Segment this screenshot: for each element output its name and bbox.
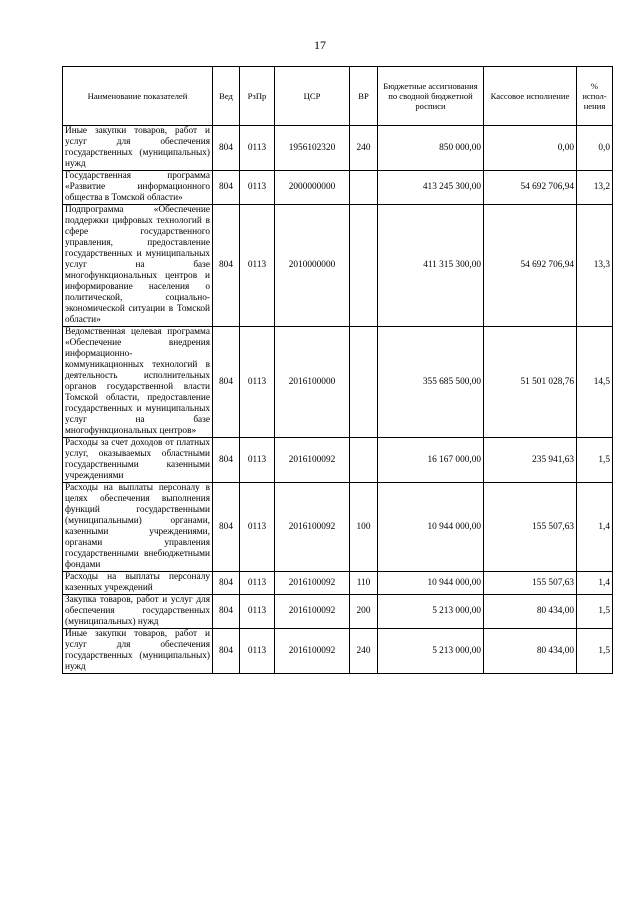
row-percent: 1,5 [577,629,613,674]
row-vr: 100 [350,483,378,572]
row-ved: 804 [213,572,240,595]
row-ved: 804 [213,205,240,327]
row-csr: 2016100000 [275,327,350,438]
row-budget: 413 245 300,00 [378,171,484,205]
table-row [63,205,613,327]
row-name: Расходы на выплаты персоналу в целях обеспечения выполнения функций государственными (муниципальными) органами, казенными учреждениями, органами управления государственными внебюджетными фондами [63,483,213,572]
page-number: 17 [314,38,326,52]
table-row [63,327,613,438]
row-rzpr: 0113 [240,126,275,171]
row-budget: 10 944 000,00 [378,572,484,595]
row-cash: 0,00 [484,126,577,171]
row-vr: 240 [350,629,378,674]
row-percent: 0,0 [577,126,613,171]
row-csr: 2016100092 [275,629,350,674]
row-cash: 155 507,63 [484,483,577,572]
row-name: Расходы за счет доходов от платных услуг, оказываемых областными государственными казенными учреждениями [63,438,213,483]
row-vr [350,438,378,483]
row-name: Подпрограмма «Обеспечение поддержки цифровых технологий в сфере государственного управления, предоставление государственных и муниципальных услуг на базе многофункциональных центров и информирование населения о политической, социально-экономической ситуации в Томской области» [63,205,213,327]
row-csr: 2010000000 [275,205,350,327]
row-ved: 804 [213,327,240,438]
header-name: Наименование показателей [63,67,213,126]
header-rzpr: РзПр [240,67,275,126]
row-vr: 200 [350,595,378,629]
row-budget: 5 213 000,00 [378,629,484,674]
row-ved: 804 [213,595,240,629]
row-rzpr: 0113 [240,629,275,674]
row-rzpr: 0113 [240,595,275,629]
row-name: Иные закупки товаров, работ и услуг для обеспечения государственных (муниципальных) нужд [63,126,213,171]
row-percent: 1,5 [577,438,613,483]
row-rzpr: 0113 [240,483,275,572]
table-row [63,572,613,595]
row-budget: 16 167 000,00 [378,438,484,483]
row-percent: 1,5 [577,595,613,629]
table-row [63,126,613,171]
row-cash: 54 692 706,94 [484,205,577,327]
row-csr: 2016100092 [275,595,350,629]
row-vr [350,171,378,205]
row-csr: 2016100092 [275,438,350,483]
row-cash: 155 507,63 [484,572,577,595]
header-percent: % испол-нения [577,67,613,126]
row-ved: 804 [213,438,240,483]
row-vr: 240 [350,126,378,171]
header-vr: ВР [350,67,378,126]
row-csr: 2016100092 [275,572,350,595]
row-cash: 80 434,00 [484,595,577,629]
row-ved: 804 [213,483,240,572]
row-budget: 10 944 000,00 [378,483,484,572]
table-row [63,483,613,572]
row-percent: 13,2 [577,171,613,205]
row-cash: 54 692 706,94 [484,171,577,205]
row-ved: 804 [213,126,240,171]
row-vr: 110 [350,572,378,595]
row-rzpr: 0113 [240,438,275,483]
row-rzpr: 0113 [240,572,275,595]
header-cash: Кассовое исполнение [484,67,577,126]
row-name: Иные закупки товаров, работ и услуг для обеспечения государственных (муниципальных) нужд [63,629,213,674]
row-cash: 235 941,63 [484,438,577,483]
row-csr: 1956102320 [275,126,350,171]
table-row [63,171,613,205]
row-rzpr: 0113 [240,205,275,327]
row-rzpr: 0113 [240,171,275,205]
row-percent: 13,3 [577,205,613,327]
table-row [63,595,613,629]
row-vr [350,327,378,438]
row-rzpr: 0113 [240,327,275,438]
table-row [63,629,613,674]
header-ved: Вед [213,67,240,126]
row-budget: 411 315 300,00 [378,205,484,327]
row-percent: 14,5 [577,327,613,438]
row-vr [350,205,378,327]
row-name: Расходы на выплаты персоналу казенных учреждений [63,572,213,595]
row-ved: 804 [213,629,240,674]
row-cash: 80 434,00 [484,629,577,674]
row-percent: 1,4 [577,572,613,595]
row-csr: 2016100092 [275,483,350,572]
header-budget: Бюджетные ассигнования по сводной бюджетной росписи [378,67,484,126]
row-budget: 5 213 000,00 [378,595,484,629]
table-header-row [63,67,613,126]
row-budget: 850 000,00 [378,126,484,171]
row-budget: 355 685 500,00 [378,327,484,438]
row-name: Закупка товаров, работ и услуг для обеспечения государственных (муниципальных) нужд [63,595,213,629]
row-name: Государственная программа «Развитие информационного общества в Томской области» [63,171,213,205]
row-csr: 2000000000 [275,171,350,205]
header-csr: ЦСР [275,67,350,126]
row-name: Ведомственная целевая программа «Обеспечение внедрения информационно-коммуникационных технологий в деятельность исполнительных органов государственной власти Томской области, предоставление государственных и муниципальных услуг на базе многофункциональных центров» [63,327,213,438]
row-cash: 51 501 028,76 [484,327,577,438]
row-percent: 1,4 [577,483,613,572]
row-ved: 804 [213,171,240,205]
table-row [63,438,613,483]
budget-table [62,66,613,674]
